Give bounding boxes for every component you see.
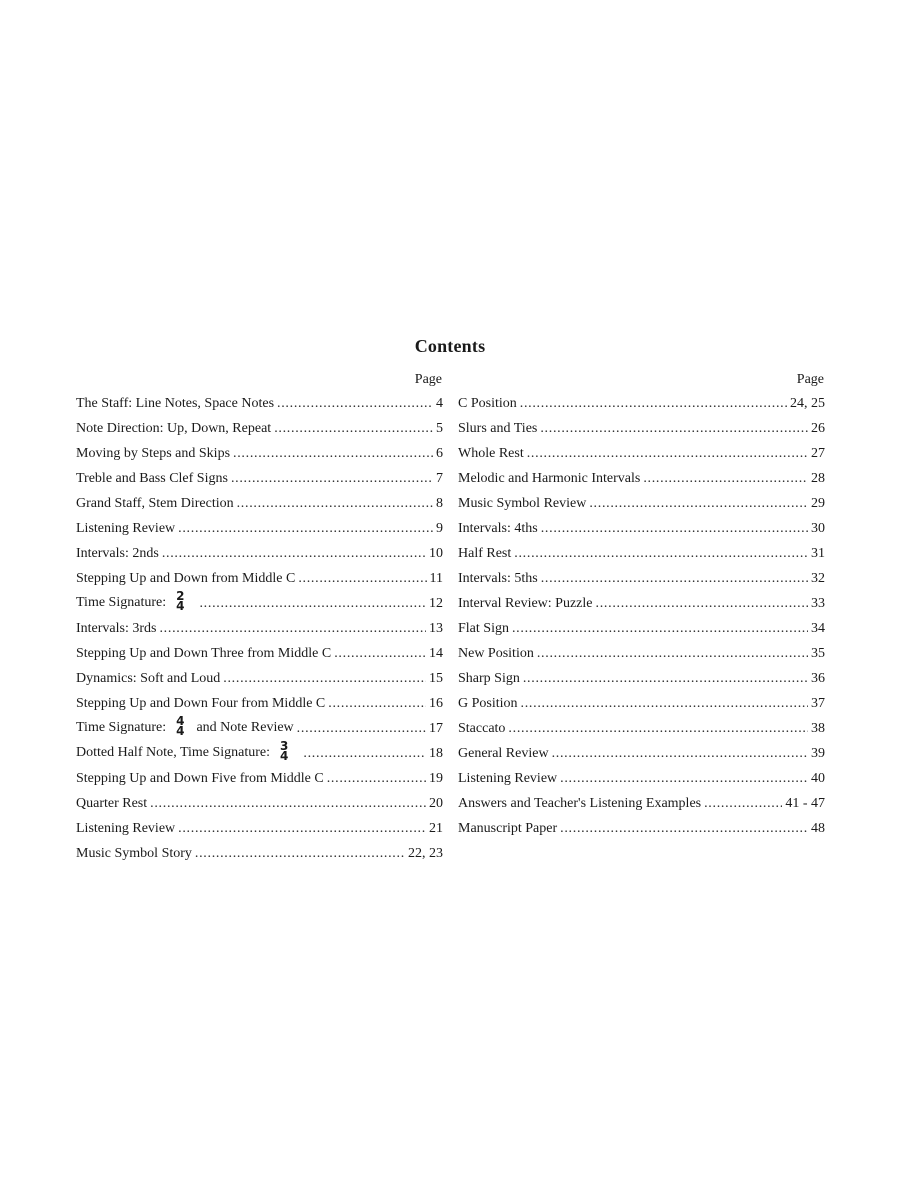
entry-page-number: 39 [811, 746, 825, 761]
contents-entry [76, 688, 443, 713]
entry-page-number: 28 [811, 471, 825, 486]
dot-leader [298, 570, 426, 588]
dot-leader [704, 795, 782, 813]
entry-page-number: 38 [811, 721, 825, 736]
entry-page-number: 41 - 47 [785, 796, 825, 811]
time-signature-symbol [176, 591, 184, 611]
contents-entry [76, 638, 443, 663]
entry-title [76, 589, 196, 613]
entry-title [76, 845, 192, 863]
dot-leader [334, 645, 426, 663]
contents-entry [76, 463, 443, 488]
entry-page-number: 17 [429, 721, 443, 736]
entry-title [76, 395, 274, 413]
dot-leader [537, 645, 808, 663]
entry-title-text: Interval Review: Puzzle [458, 596, 593, 611]
entry-page-number: 36 [811, 671, 825, 686]
contents-list-right [458, 388, 825, 838]
contents-entry [458, 713, 825, 738]
contents-entry [76, 663, 443, 688]
entry-title [76, 795, 147, 813]
entry-page-number: 6 [436, 446, 443, 461]
entry-page-number: 13 [429, 621, 443, 636]
entry-title [76, 645, 331, 663]
contents-entry [458, 413, 825, 438]
contents-entry [458, 738, 825, 763]
entry-title-text: Music Symbol Story [76, 846, 192, 861]
contents-entry [76, 813, 443, 838]
contents-entry [458, 813, 825, 838]
entry-page-number: 10 [429, 546, 443, 561]
entry-page-number: 20 [429, 796, 443, 811]
entry-title [458, 470, 640, 488]
entry-title-text: Sharp Sign [458, 671, 520, 686]
entry-title [76, 820, 175, 838]
entry-title-suffix: and Note Review [196, 720, 294, 735]
page-column-header: Page [414, 372, 442, 387]
entry-page-number: 26 [811, 421, 825, 436]
dot-leader [277, 395, 433, 413]
entry-title-text: Flat Sign [458, 621, 509, 636]
entry-title [76, 545, 159, 563]
entry-page-number: 29 [811, 496, 825, 511]
entry-title [76, 739, 300, 763]
entry-title [76, 420, 271, 438]
dot-leader [589, 495, 808, 513]
entry-title [76, 445, 230, 463]
entry-title [76, 495, 234, 513]
entry-page-number: 18 [429, 746, 443, 761]
contents-entry [458, 663, 825, 688]
entry-title [458, 720, 505, 738]
entry-title [76, 670, 220, 688]
time-signature-bottom: 4 [280, 749, 289, 763]
contents-entry [458, 388, 825, 413]
dot-leader [541, 520, 808, 538]
entry-title [458, 695, 518, 713]
dot-leader [231, 470, 433, 488]
dot-leader [327, 770, 426, 788]
entry-title-text: Stepping Up and Down Four from Middle C [76, 696, 326, 711]
entry-title [458, 420, 537, 438]
entry-page-number: 37 [811, 696, 825, 711]
entry-title-text: Grand Staff, Stem Direction [76, 496, 234, 511]
dot-leader [297, 720, 426, 738]
entry-title-text: Moving by Steps and Skips [76, 446, 231, 461]
contents-entry [76, 738, 443, 763]
contents-entry [458, 688, 825, 713]
dot-leader [521, 695, 808, 713]
contents-entry [76, 413, 443, 438]
contents-entry [76, 588, 443, 613]
contents-entry [458, 438, 825, 463]
entry-title-text: Intervals: 2nds [76, 546, 159, 561]
dot-leader [178, 820, 426, 838]
entry-page-number: 14 [429, 646, 443, 661]
contents-entry [458, 538, 825, 563]
dot-leader [596, 595, 808, 613]
dot-leader [178, 520, 433, 538]
entry-title-text: Slurs and Ties [458, 421, 538, 436]
entry-title-text: New Position [458, 646, 534, 661]
entry-page-number: 40 [811, 771, 825, 786]
entry-title-text: C Position [458, 396, 517, 411]
contents-entry [458, 788, 825, 813]
entry-title [458, 545, 511, 563]
dot-leader [514, 545, 808, 563]
entry-title [458, 445, 524, 463]
entry-page-number: 24, 25 [790, 396, 825, 411]
entry-title [76, 620, 156, 638]
dot-leader [552, 745, 808, 763]
entry-title [458, 495, 586, 513]
contents-entry [76, 388, 443, 413]
entry-page-number: 35 [811, 646, 825, 661]
dot-leader [508, 720, 808, 738]
entry-title [76, 570, 295, 588]
entry-page-number: 12 [429, 596, 443, 611]
entry-page-number: 34 [811, 621, 825, 636]
entry-title-text: Dotted Half Note, Time Signature: [76, 745, 271, 760]
time-signature-symbol [280, 741, 288, 761]
time-signature-bottom: 4 [176, 599, 185, 613]
entry-page-number: 32 [811, 571, 825, 586]
entry-title [76, 520, 175, 538]
entry-page-number: 5 [436, 421, 443, 436]
entry-page-number: 15 [429, 671, 443, 686]
dot-leader [195, 845, 405, 863]
entry-title-text: Answers and Teacher's Listening Examples [458, 796, 702, 811]
dot-leader [223, 670, 426, 688]
entry-page-number: 21 [429, 821, 443, 836]
dot-leader [150, 795, 426, 813]
dot-leader [233, 445, 433, 463]
entry-page-number: 30 [811, 521, 825, 536]
dot-leader [274, 420, 433, 438]
entry-title [458, 745, 549, 763]
entry-title-text: G Position [458, 696, 518, 711]
entry-page-number: 9 [436, 521, 443, 536]
entry-title [458, 795, 701, 813]
dot-leader [527, 445, 808, 463]
dot-leader [512, 620, 808, 638]
contents-entry [76, 838, 443, 863]
time-signature-top: 2 [176, 589, 185, 603]
entry-title-text: Listening Review [458, 771, 558, 786]
entry-title-text: The Staff: Line Notes, Space Notes [76, 396, 275, 411]
dot-leader [199, 595, 426, 613]
entry-title-text: Music Symbol Review [458, 496, 587, 511]
dot-leader [328, 695, 426, 713]
contents-entry [76, 563, 443, 588]
dot-leader [541, 570, 808, 588]
time-signature-bottom: 4 [176, 724, 185, 738]
entry-page-number: 33 [811, 596, 825, 611]
entry-page-number: 16 [429, 696, 443, 711]
entry-title-text: Intervals: 5ths [458, 571, 538, 586]
dot-leader [162, 545, 426, 563]
page-column-header: Page [796, 372, 824, 387]
entry-title [458, 570, 538, 588]
entry-title [76, 770, 324, 788]
dot-leader [560, 820, 808, 838]
entry-title [458, 395, 517, 413]
entry-title [458, 520, 538, 538]
entry-page-number: 31 [811, 546, 825, 561]
entry-title-text: Time Signature: [76, 720, 167, 735]
contents-list-left [76, 388, 443, 863]
entry-title-text: Whole Rest [458, 446, 524, 461]
entry-title-text: Half Rest [458, 546, 512, 561]
dot-leader [560, 770, 808, 788]
dot-leader [540, 420, 808, 438]
dot-leader [159, 620, 426, 638]
entry-title-text: Dynamics: Soft and Loud [76, 671, 221, 686]
entry-title-text: Stepping Up and Down Five from Middle C [76, 771, 324, 786]
contents-entry [76, 713, 443, 738]
entry-title-text: Staccato [458, 721, 506, 736]
entry-title [458, 770, 557, 788]
contents-entry [458, 613, 825, 638]
dot-leader [643, 470, 808, 488]
page-title: Contents [414, 336, 486, 356]
contents-entry [458, 763, 825, 788]
entry-title [76, 695, 325, 713]
time-signature-top: 4 [176, 714, 185, 728]
dot-leader [523, 670, 808, 688]
contents-entry [458, 463, 825, 488]
entry-page-number: 19 [429, 771, 443, 786]
dot-leader [303, 745, 426, 763]
contents-entry [458, 638, 825, 663]
contents-entry [76, 513, 443, 538]
entry-title-text: Stepping Up and Down Three from Middle C [76, 646, 332, 661]
entry-page-number: 7 [436, 471, 443, 486]
contents-entry [76, 613, 443, 638]
entry-page-number: 8 [436, 496, 443, 511]
entry-page-number: 4 [436, 396, 443, 411]
entry-title-text: Time Signature: [76, 595, 167, 610]
contents-column-left [76, 372, 443, 863]
entry-title-text: Stepping Up and Down from Middle C [76, 571, 296, 586]
entry-title-text: Intervals: 4ths [458, 521, 538, 536]
entry-title-text: Listening Review [76, 521, 176, 536]
entry-title [458, 620, 509, 638]
entry-title [458, 645, 534, 663]
entry-title-text: Treble and Bass Clef Signs [76, 471, 228, 486]
time-signature-symbol [176, 716, 184, 736]
contents-column-right [458, 372, 825, 838]
contents-entry [76, 538, 443, 563]
entry-page-number: 27 [811, 446, 825, 461]
dot-leader [520, 395, 787, 413]
contents-entry [458, 588, 825, 613]
entry-page-number: 22, 23 [408, 846, 443, 861]
contents-entry [458, 563, 825, 588]
entry-page-number: 11 [429, 571, 443, 586]
entry-title-text: Melodic and Harmonic Intervals [458, 471, 641, 486]
contents-entry [76, 788, 443, 813]
entry-page-number: 48 [811, 821, 825, 836]
contents-entry [458, 488, 825, 513]
entry-title [76, 470, 228, 488]
entry-title-text: Quarter Rest [76, 796, 148, 811]
dot-leader [237, 495, 433, 513]
entry-title-text: Intervals: 3rds [76, 621, 157, 636]
entry-title [458, 670, 520, 688]
contents-entry [76, 763, 443, 788]
entry-title-text: General Review [458, 746, 549, 761]
entry-title-text: Manuscript Paper [458, 821, 558, 836]
contents-entry [458, 513, 825, 538]
entry-title-text: Note Direction: Up, Down, Repeat [76, 421, 272, 436]
contents-entry [76, 438, 443, 463]
entry-title [458, 820, 557, 838]
time-signature-top: 3 [280, 739, 289, 753]
contents-entry [76, 488, 443, 513]
entry-title-text: Listening Review [76, 821, 176, 836]
entry-title [76, 714, 294, 738]
entry-title [458, 595, 593, 613]
